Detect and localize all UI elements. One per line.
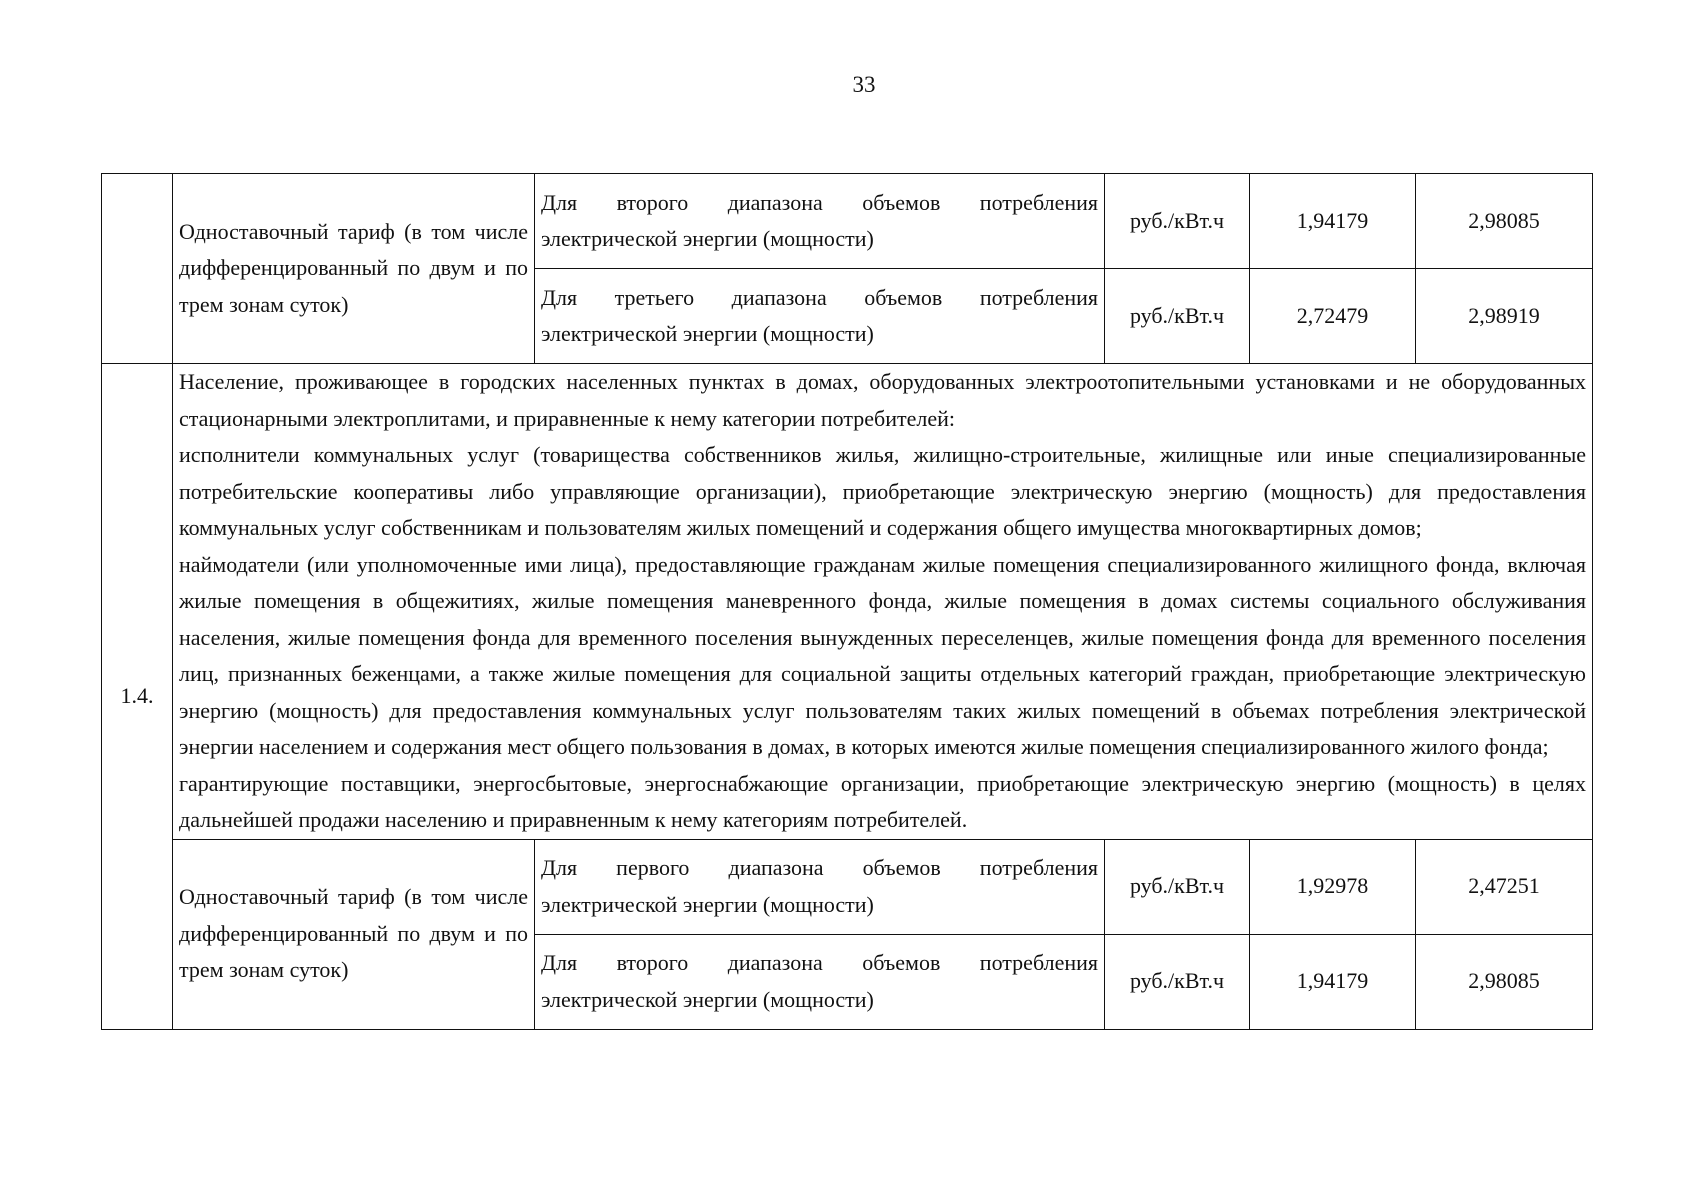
consumer-group-paragraph: исполнители коммунальных услуг (товарищества собственников жилья, жилищно-строительные, жилищные или иные специализированные потребительские кооперативы либо управляющие организации), приобретающие электрическую энергию (мощность) для предоставления коммунальных услуг собственникам и пользователям жилых помещений и содержания общего имущества многоквартирных домов; — [179, 442, 1586, 540]
value-cell-2: 2,47251 — [1416, 839, 1593, 934]
table-row — [102, 839, 1593, 934]
consumer-group-paragraph: гарантирующие поставщики, энергосбытовые, энергоснабжающие организации, приобретающие электрическую энергию (мощность) в целях дальнейшей продажи населению и приравненным к нему категориям потребителей. — [179, 770, 1586, 832]
range-description-cell: Для третьего диапазона объемов потребления электрической энергии (мощности) — [535, 269, 1105, 364]
tariff-name-cell: Одноставочный тариф (в том числе дифференцированный по двум и по трем зонам суток) — [173, 839, 535, 1029]
value-cell-2: 2,98085 — [1416, 934, 1593, 1029]
section-number-cell: 1.4. — [102, 364, 173, 1030]
range-description-cell: Для первого диапазона объемов потребления электрической энергии (мощности) — [535, 839, 1105, 934]
value-cell-1: 1,94179 — [1250, 934, 1416, 1029]
consumer-group-paragraph: наймодатели (или уполномоченные ими лица), предоставляющие гражданам жилые помещения специализированного жилищного фонда, включая жилые помещения в общежитиях, жилые помещения маневренного фонда, жилые помещения в домах системы социального обслуживания населения, жилые помещения фонда для временного поселения вынужденных переселенцев, жилые помещения фонда для временного поселения лиц, признанных беженцами, а также жилые помещения для социальной защиты отдельных категорий граждан, приобретающие электрическую энергию (мощность) для предоставления коммунальных услуг пользователям таких жилых помещений в объемах потребления электрической энергии населением и содержания мест общего пользования в домах, в которых имеются жилые помещения специализированного жилого фонда; — [179, 551, 1586, 759]
tariff-table — [101, 173, 1593, 1030]
range-description-cell: Для второго диапазона объемов потребления электрической энергии (мощности) — [535, 934, 1105, 1029]
table-row — [102, 364, 1593, 840]
page-number: 33 — [852, 72, 876, 97]
value-cell-2: 2,98085 — [1416, 174, 1593, 269]
row-number-cell — [102, 174, 173, 364]
unit-cell: руб./кВт.ч — [1105, 934, 1250, 1029]
consumer-group-description-cell — [173, 364, 1593, 840]
tariff-name-cell: Одноставочный тариф (в том числе дифференцированный по двум и по трем зонам суток) — [173, 174, 535, 364]
value-cell-1: 2,72479 — [1250, 269, 1416, 364]
unit-cell: руб./кВт.ч — [1105, 269, 1250, 364]
value-cell-1: 1,94179 — [1250, 174, 1416, 269]
unit-cell: руб./кВт.ч — [1105, 174, 1250, 269]
table-row — [102, 174, 1593, 269]
consumer-group-paragraph: Население, проживающее в городских населенных пунктах в домах, оборудованных электроотопительными установками и не оборудованных стационарными электроплитами, и приравненные к нему категории потребителей: — [179, 369, 1586, 431]
range-description-cell: Для второго диапазона объемов потребления электрической энергии (мощности) — [535, 174, 1105, 269]
value-cell-1: 1,92978 — [1250, 839, 1416, 934]
unit-cell: руб./кВт.ч — [1105, 839, 1250, 934]
value-cell-2: 2,98919 — [1416, 269, 1593, 364]
